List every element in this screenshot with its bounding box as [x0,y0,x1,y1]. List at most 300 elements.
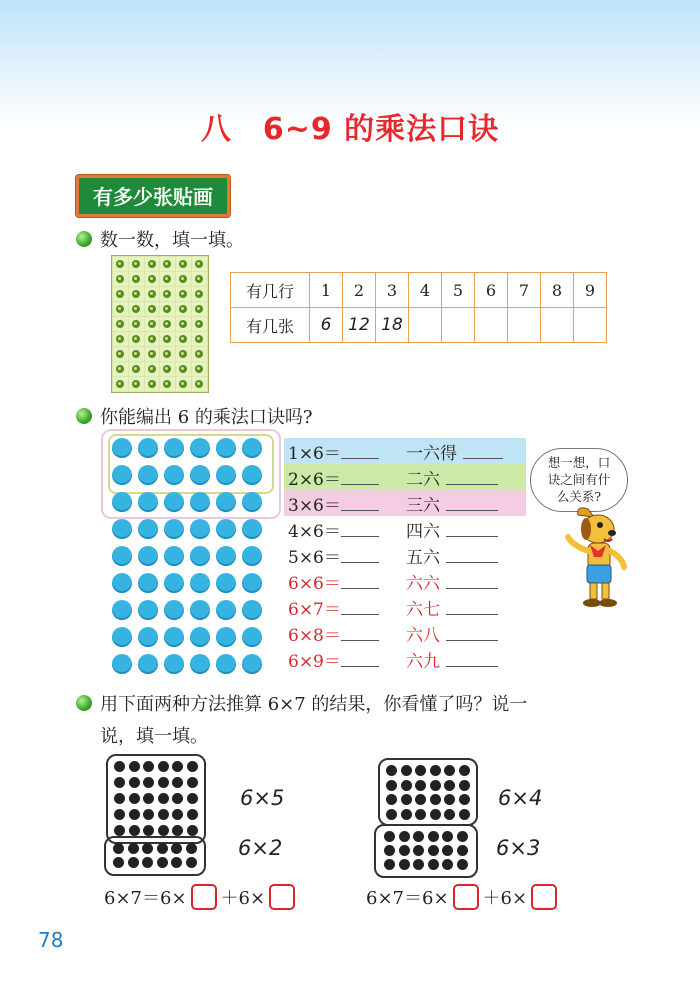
answer-cell[interactable] [508,308,541,343]
rhyme-text: 一六得 [406,443,457,464]
blue-circle [242,438,262,458]
black-dot [187,761,198,772]
answer-cell[interactable] [574,308,607,343]
question-3-text-line1: 用下面两种方法推算 6×7 的结果，你看懂了吗？说一 [100,694,528,715]
blue-circle-array [112,438,262,681]
sticker-item [129,347,144,361]
black-dot [401,794,412,805]
black-dot [459,765,470,776]
black-dot [457,845,468,856]
black-dot [129,809,140,820]
equation-text: 6×8＝ [288,625,341,646]
sticker-item [113,287,128,301]
black-dot [158,761,169,772]
blue-circle [138,600,158,620]
sticker-item [176,287,191,301]
rhyme-blank[interactable] [446,548,498,563]
black-dot [187,777,198,788]
rhyme [402,647,526,672]
method2-label-bottom: 6×3 [496,836,541,860]
black-dot [114,777,125,788]
answer-blank[interactable] [341,574,379,589]
method1-label-top: 6×5 [240,786,285,810]
sticker-item [192,302,207,316]
sticker-item [176,257,191,271]
sticker-item [129,257,144,271]
sticker-item [160,377,175,391]
sticker-item [160,302,175,316]
blue-circle [216,627,236,647]
equation [284,595,402,620]
answer-blank[interactable] [341,470,379,485]
black-dot [157,857,168,868]
method1-label-bottom: 6×2 [238,836,283,860]
black-dot [384,845,395,856]
answer-blank[interactable] [341,652,379,667]
answer-cell[interactable]: 12 [343,308,376,343]
blue-circle [242,654,262,674]
rhyme [402,621,526,646]
question-1 [76,226,244,252]
answer-cell[interactable]: 6 [310,308,343,343]
answer-blank[interactable] [341,444,379,459]
black-dot [415,780,426,791]
blue-circle [242,627,262,647]
black-dot [386,765,397,776]
blue-circle [164,546,184,566]
multiplication-row [284,594,526,620]
blue-circle [164,573,184,593]
circle-row [112,438,262,458]
rhyme-text: 六七 [406,599,440,620]
black-dot [457,859,468,870]
equation-text: 5×6＝ [288,547,341,568]
black-dot [187,793,198,804]
black-dot [415,765,426,776]
green-dot-bullet-icon [76,408,92,424]
black-dot [114,793,125,804]
circle-row [112,654,262,674]
section-badge: 有多少张贴画 [76,175,230,217]
black-dot [143,777,154,788]
blue-circle [216,465,236,485]
sticker-item [192,272,207,286]
question-2-text: 你能编出 6 的乘法口诀吗? [100,407,313,428]
black-dot [428,831,439,842]
sticker-item [145,377,160,391]
equation-text: 6×7＝ [288,599,341,620]
sticker-item [160,257,175,271]
sticker-item [192,347,207,361]
black-dot [186,843,197,854]
sticker-sheet-image [111,255,209,393]
sticker-item [113,302,128,316]
sticker-item [145,287,160,301]
question-2 [76,403,313,429]
blue-circle [216,438,236,458]
sticker-item [145,317,160,331]
black-dot [415,794,426,805]
rhyme [402,491,526,516]
multiplication-row [284,490,526,516]
blue-circle [190,627,210,647]
blue-circle [190,654,210,674]
table-cell: 7 [508,273,541,308]
black-dot [399,831,410,842]
rhyme-text: 四六 [406,521,440,542]
black-dot [143,761,154,772]
rhyme-text: 五六 [406,547,440,568]
circle-row [112,627,262,647]
answer-blank[interactable] [341,548,379,563]
sticker-item [176,332,191,346]
rhyme-text: 二六 [406,469,440,490]
green-dot-bullet-icon [76,695,92,711]
black-dot [158,777,169,788]
sticker-item [129,287,144,301]
dog-mascot-icon [560,505,630,609]
sticker-item [160,287,175,301]
blue-circle [138,546,158,566]
black-dot [172,777,183,788]
blue-circle [112,465,132,485]
blue-circle [242,492,262,512]
page-title: 八 6~9 的乘法口诀 [200,112,500,147]
black-dot [187,825,198,836]
table-cell: 5 [442,273,475,308]
sticker-item [129,362,144,376]
sticker-item [113,257,128,271]
sticker-item [192,317,207,331]
rhyme-blank[interactable] [446,496,498,511]
row-header-sheets: 有几张 [231,308,310,343]
circle-row [112,519,262,539]
equation-text: 6×9＝ [288,651,341,672]
black-dot [113,857,124,868]
blue-circle [164,438,184,458]
black-dot [430,794,441,805]
sticker-item [176,302,191,316]
table-cell: 2 [343,273,376,308]
black-dot [129,777,140,788]
sticker-item [145,302,160,316]
table-cell: 1 [310,273,343,308]
green-dot-bullet-icon [76,231,92,247]
black-dot [444,794,455,805]
rhyme-blank[interactable] [463,444,503,459]
equation [284,647,402,672]
rhyme-blank[interactable] [446,626,498,641]
sticker-item [129,377,144,391]
blue-circle [112,627,132,647]
sticker-item [113,317,128,331]
rhyme-text: 六八 [406,625,440,646]
sticker-item [129,332,144,346]
rhyme [402,569,526,594]
formula-text: ＋6× [220,888,266,909]
sticker-item [176,362,191,376]
blue-circle [112,546,132,566]
blue-circle [164,492,184,512]
black-dot [143,825,154,836]
rhyme-text: 六六 [406,573,440,594]
black-dot [442,845,453,856]
equation-text: 1×6＝ [288,443,341,464]
multiplication-row [284,646,526,672]
black-dot [128,843,139,854]
multiplication-row [284,620,526,646]
black-dot [428,859,439,870]
blue-circle [242,546,262,566]
black-dot [386,809,397,820]
rhyme [402,595,526,620]
blue-circle [242,519,262,539]
black-dot [171,857,182,868]
answer-cell[interactable] [409,308,442,343]
sticker-item [145,362,160,376]
answer-cell[interactable]: 18 [376,308,409,343]
multiplication-row [284,542,526,568]
equation-text: 3×6＝ [288,495,341,516]
answer-box[interactable] [191,884,217,910]
equation [284,465,402,490]
circle-row [112,573,262,593]
equation [284,491,402,516]
equation [284,543,402,568]
blue-circle [164,519,184,539]
sticker-item [145,347,160,361]
blue-circle [190,438,210,458]
black-dot [187,809,198,820]
table-cell: 6 [475,273,508,308]
black-dot [442,859,453,870]
table-cell: 4 [409,273,442,308]
black-dot [129,825,140,836]
black-dot [384,831,395,842]
multiplication-row [284,464,526,490]
sticker-item [113,332,128,346]
black-dot [459,809,470,820]
black-dot [401,780,412,791]
black-dot [399,845,410,856]
blue-circle [138,573,158,593]
blue-circle [242,600,262,620]
blue-circle [138,654,158,674]
formula-text: 6×7＝6× [366,888,449,909]
sticker-item [160,347,175,361]
rhyme [402,517,526,542]
black-dot [399,859,410,870]
blue-circle [112,438,132,458]
multiplication-table [284,438,526,672]
blue-circle [216,546,236,566]
black-dot [114,761,125,772]
multiplication-row [284,516,526,542]
blue-circle [112,519,132,539]
black-dot [415,809,426,820]
black-dot [158,809,169,820]
sticker-item [176,317,191,331]
rhyme [402,439,526,464]
answer-box[interactable] [453,884,479,910]
black-dot [172,809,183,820]
blue-circle [112,654,132,674]
black-dot [430,780,441,791]
answer-cell[interactable] [541,308,574,343]
blue-circle [138,492,158,512]
black-dot [457,831,468,842]
table-row [231,308,607,343]
rhyme-text: 三六 [406,495,440,516]
answer-blank[interactable] [341,626,379,641]
rhyme-text: 六九 [406,651,440,672]
circle-row [112,492,262,512]
blue-circle [138,465,158,485]
sticker-item [113,347,128,361]
sticker-item [145,257,160,271]
blue-circle [190,600,210,620]
equation [284,621,402,646]
count-table [230,272,607,343]
sticker-item [192,377,207,391]
black-dot [143,809,154,820]
black-dot [386,794,397,805]
blue-circle [216,492,236,512]
sticker-item [160,332,175,346]
black-dot [114,809,125,820]
bubble-line: 诀之间有什 [547,472,611,487]
row-header-rows: 有几行 [231,273,310,308]
blue-circle [190,465,210,485]
black-dot [386,780,397,791]
table-cell: 9 [574,273,607,308]
question-3-text-line2: 说，填一填。 [100,726,208,747]
rhyme [402,465,526,490]
answer-cell[interactable] [442,308,475,343]
blue-circle [138,627,158,647]
rhyme-blank[interactable] [446,600,498,615]
sticker-item [160,362,175,376]
rhyme-blank[interactable] [446,574,498,589]
circle-row [112,465,262,485]
blue-circle [216,600,236,620]
method2-formula [366,884,561,910]
blue-circle [164,627,184,647]
black-dot [114,825,125,836]
rhyme-blank[interactable] [446,470,498,485]
answer-box[interactable] [269,884,295,910]
black-dot [401,765,412,776]
method1-formula [104,884,299,910]
answer-blank[interactable] [341,600,379,615]
sticker-item [113,377,128,391]
sticker-item [192,362,207,376]
black-dot [113,843,124,854]
black-dot [171,843,182,854]
blue-circle [216,654,236,674]
black-dot [428,845,439,856]
blue-circle [242,465,262,485]
rhyme [402,543,526,568]
bubble-line: 么关系? [556,489,602,504]
method2-label-top: 6×4 [498,786,543,810]
equation [284,439,402,464]
black-dot [442,831,453,842]
multiplication-row [284,568,526,594]
blue-circle [138,438,158,458]
black-dot [459,780,470,791]
sticker-item [113,272,128,286]
black-dot [444,765,455,776]
blue-circle [216,573,236,593]
black-dot [143,793,154,804]
table-cell: 3 [376,273,409,308]
question-1-text: 数一数，填一填。 [100,230,244,251]
sticker-item [129,317,144,331]
dot-group-6x2 [104,836,206,876]
blue-circle [138,519,158,539]
table-row [231,273,607,308]
black-dot [142,857,153,868]
page-number: 78 [38,928,64,952]
black-dot [413,831,424,842]
sticker-item [192,287,207,301]
blue-circle [112,492,132,512]
black-dot [129,761,140,772]
rhyme-blank[interactable] [446,522,498,537]
black-dot [430,809,441,820]
black-dot [413,859,424,870]
blue-circle [164,465,184,485]
rhyme-blank[interactable] [446,652,498,667]
black-dot [172,761,183,772]
black-dot [459,794,470,805]
black-dot [158,825,169,836]
table-cell: 8 [541,273,574,308]
blue-circle [190,519,210,539]
answer-box[interactable] [531,884,557,910]
black-dot [172,825,183,836]
black-dot [158,793,169,804]
black-dot [444,780,455,791]
answer-blank[interactable] [341,522,379,537]
black-dot [444,809,455,820]
blue-circle [164,600,184,620]
sticker-item [176,347,191,361]
sticker-item [145,332,160,346]
answer-cell[interactable] [475,308,508,343]
sticker-item [160,272,175,286]
sticker-item [176,377,191,391]
black-dot [157,843,168,854]
sticker-item [113,362,128,376]
dot-group-6x3 [374,824,478,878]
black-dot [413,845,424,856]
dot-group-6x5 [106,754,206,844]
answer-blank[interactable] [341,496,379,511]
speech-bubble [530,448,628,512]
equation [284,517,402,542]
black-dot [129,793,140,804]
sticker-item [160,317,175,331]
sticker-item [176,272,191,286]
black-dot [384,859,395,870]
question-3 [76,690,527,716]
sticker-item [192,257,207,271]
bubble-line: 想一想，口 [547,455,611,470]
equation-text: 2×6＝ [288,469,341,490]
black-dot [172,793,183,804]
